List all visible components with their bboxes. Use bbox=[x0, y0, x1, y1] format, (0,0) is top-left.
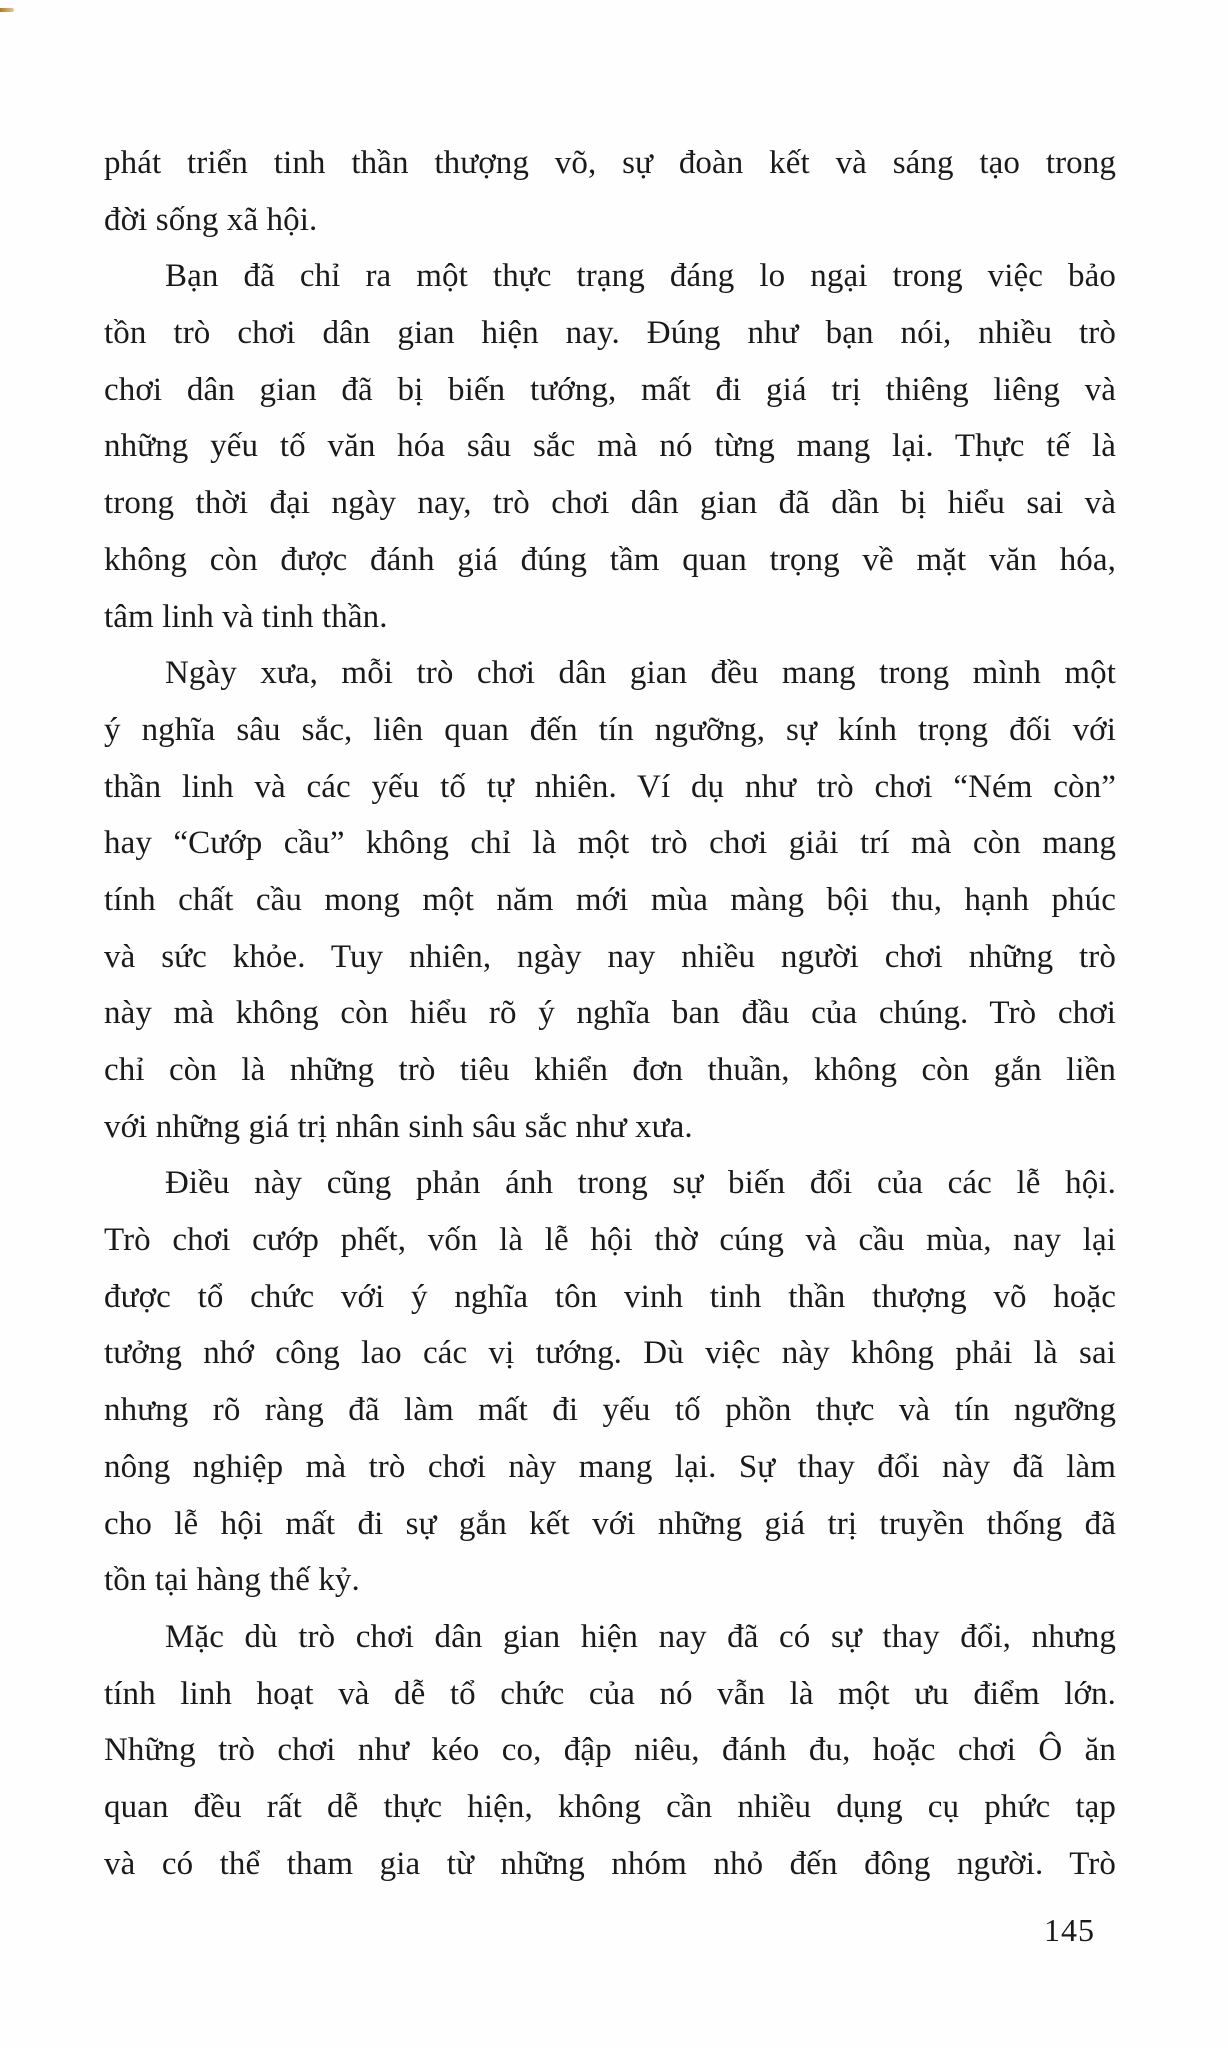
text-line: chỉ còn là những trò tiêu khiển đơn thuần, không còn gắn liền bbox=[104, 1052, 1116, 1088]
text-line: cho lễ hội mất đi sự gắn kết với những giá trị truyền thống đã bbox=[104, 1505, 1116, 1542]
page-corner-mark bbox=[0, 8, 14, 12]
text-line: Điều này cũng phản ánh trong sự biến đổi của các lễ hội. bbox=[165, 1165, 1116, 1202]
text-line: không còn được đánh giá đúng tầm quan trọng về mặt văn hóa, bbox=[104, 541, 1116, 578]
body-text bbox=[104, 135, 1116, 1892]
text-line: phát triển tinh thần thượng võ, sự đoàn kết và sáng tạo trong bbox=[104, 145, 1116, 181]
page-number: 145 bbox=[1044, 1912, 1095, 1948]
text-line: và sức khỏe. Tuy nhiên, ngày nay nhiều người chơi những trò bbox=[104, 938, 1116, 975]
paragraph bbox=[104, 1155, 1116, 1609]
text-line: Những trò chơi như kéo co, đập niêu, đánh đu, hoặc chơi Ô ăn bbox=[104, 1732, 1116, 1769]
text-line: nhưng rõ ràng đã làm mất đi yếu tố phồn thực và tín ngưỡng bbox=[104, 1392, 1116, 1429]
text-line: Ngày xưa, mỗi trò chơi dân gian đều mang trong mình một bbox=[165, 655, 1116, 692]
text-line: hay “Cướp cầu” không chỉ là một trò chơi giải trí mà còn mang bbox=[104, 825, 1116, 862]
text-line: nông nghiệp mà trò chơi này mang lại. Sự thay đổi này đã làm bbox=[104, 1448, 1116, 1485]
text-line: được tổ chức với ý nghĩa tôn vinh tinh thần thượng võ hoặc bbox=[104, 1278, 1116, 1315]
text-line: và có thể tham gia từ những nhóm nhỏ đến đông người. Trò bbox=[104, 1845, 1116, 1882]
text-line: quan đều rất dễ thực hiện, không cần nhiều dụng cụ phức tạp bbox=[104, 1788, 1116, 1825]
text-line: tính linh hoạt và dễ tổ chức của nó vẫn là một ưu điểm lớn. bbox=[104, 1675, 1116, 1712]
paragraph bbox=[104, 1609, 1116, 1892]
text-line: đời sống xã hội. bbox=[104, 201, 318, 238]
text-line: với những giá trị nhân sinh sâu sắc như xưa. bbox=[104, 1108, 693, 1145]
paragraph bbox=[104, 135, 1116, 248]
text-line: trong thời đại ngày nay, trò chơi dân gian đã dần bị hiểu sai và bbox=[104, 485, 1116, 522]
text-line: ý nghĩa sâu sắc, liên quan đến tín ngưỡng, sự kính trọng đối với bbox=[104, 711, 1116, 748]
text-line: Mặc dù trò chơi dân gian hiện nay đã có sự thay đổi, nhưng bbox=[165, 1618, 1116, 1655]
text-line: những yếu tố văn hóa sâu sắc mà nó từng mang lại. Thực tế là bbox=[104, 428, 1116, 465]
text-line: tâm linh và tinh thần. bbox=[104, 598, 388, 635]
paragraph bbox=[104, 645, 1116, 1155]
text-line: chơi dân gian đã bị biến tướng, mất đi giá trị thiêng liêng và bbox=[104, 371, 1116, 408]
text-line: thần linh và các yếu tố tự nhiên. Ví dụ như trò chơi “Ném còn” bbox=[104, 768, 1116, 805]
text-line: tính chất cầu mong một năm mới mùa màng bội thu, hạnh phúc bbox=[104, 881, 1116, 918]
text-line: Trò chơi cướp phết, vốn là lễ hội thờ cúng và cầu mùa, nay lại bbox=[104, 1222, 1116, 1259]
paragraph bbox=[104, 248, 1116, 645]
text-line: này mà không còn hiểu rõ ý nghĩa ban đầu của chúng. Trò chơi bbox=[104, 995, 1116, 1032]
text-line: Bạn đã chỉ ra một thực trạng đáng lo ngại trong việc bảo bbox=[165, 258, 1116, 295]
text-line: tồn trò chơi dân gian hiện nay. Đúng như bạn nói, nhiều trò bbox=[104, 315, 1116, 352]
text-line: tưởng nhớ công lao các vị tướng. Dù việc này không phải là sai bbox=[104, 1335, 1116, 1372]
text-line: tồn tại hàng thế kỷ. bbox=[104, 1562, 360, 1599]
